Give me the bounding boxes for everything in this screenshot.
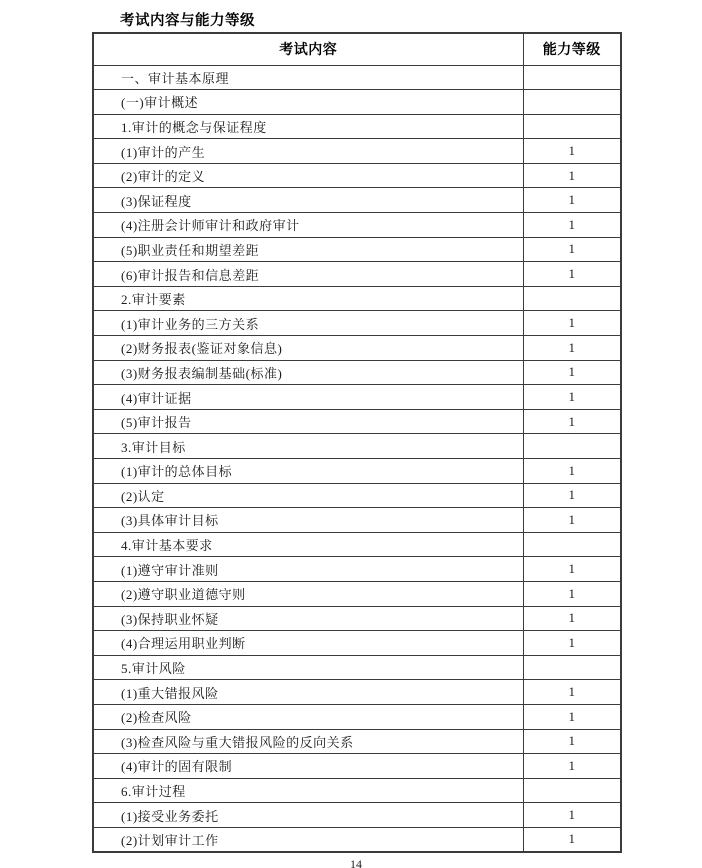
row-content: (4)合理运用职业判断 (93, 631, 523, 656)
column-header-level: 能力等级 (523, 33, 621, 65)
row-content: 3.审计目标 (93, 434, 523, 459)
row-content: (4)审计的固有限制 (93, 754, 523, 779)
row-content: (3)具体审计目标 (93, 508, 523, 533)
row-level: 1 (523, 803, 621, 828)
row-level: 1 (523, 704, 621, 729)
row-content: (4)注册会计师审计和政府审计 (93, 213, 523, 238)
row-level: 1 (523, 409, 621, 434)
row-level: 1 (523, 483, 621, 508)
table-row (93, 606, 621, 631)
table-row (93, 631, 621, 656)
table-row (93, 532, 621, 557)
row-content: (1)审计业务的三方关系 (93, 311, 523, 336)
row-level: 1 (523, 188, 621, 213)
row-content: 6.审计过程 (93, 778, 523, 803)
table-row (93, 434, 621, 459)
table-row (93, 704, 621, 729)
table-row (93, 557, 621, 582)
table-row (93, 237, 621, 262)
row-level: 1 (523, 262, 621, 287)
table-row (93, 188, 621, 213)
page-title: 考试内容与能力等级 (120, 13, 255, 29)
row-level: 1 (523, 336, 621, 361)
row-content: (2)认定 (93, 483, 523, 508)
row-content: (1)审计的总体目标 (93, 459, 523, 484)
page-number: 14 (350, 857, 362, 868)
table-row (93, 827, 621, 852)
row-content: (3)财务报表编制基础(标准) (93, 360, 523, 385)
row-level: 1 (523, 139, 621, 164)
row-level (523, 114, 621, 139)
table-row (93, 90, 621, 115)
table-row (93, 680, 621, 705)
row-content: (3)保证程度 (93, 188, 523, 213)
row-level: 1 (523, 213, 621, 238)
row-content: (2)遵守职业道德守则 (93, 581, 523, 606)
row-content: (3)保持职业怀疑 (93, 606, 523, 631)
table-row (93, 213, 621, 238)
row-content: (2)财务报表(鉴证对象信息) (93, 336, 523, 361)
row-content: (1)接受业务委托 (93, 803, 523, 828)
table-row (93, 360, 621, 385)
row-content: (1)遵守审计准则 (93, 557, 523, 582)
column-header-content: 考试内容 (93, 33, 523, 65)
table-row (93, 409, 621, 434)
table-row (93, 803, 621, 828)
table-body (93, 65, 621, 852)
row-level (523, 434, 621, 459)
table-row (93, 286, 621, 311)
row-level: 1 (523, 360, 621, 385)
table-header (93, 33, 621, 65)
row-content: 1.审计的概念与保证程度 (93, 114, 523, 139)
row-content: (1)审计的产生 (93, 139, 523, 164)
table-row (93, 336, 621, 361)
row-level: 1 (523, 606, 621, 631)
table-row (93, 754, 621, 779)
table-row (93, 483, 621, 508)
row-level: 1 (523, 557, 621, 582)
row-level (523, 286, 621, 311)
row-content: (一)审计概述 (93, 90, 523, 115)
row-level (523, 778, 621, 803)
row-content: 5.审计风险 (93, 655, 523, 680)
table-row (93, 385, 621, 410)
row-level: 1 (523, 680, 621, 705)
row-level: 1 (523, 827, 621, 852)
table-header-row (93, 33, 621, 65)
row-level: 1 (523, 581, 621, 606)
row-content: (2)检查风险 (93, 704, 523, 729)
table-row (93, 262, 621, 287)
row-content: (4)审计证据 (93, 385, 523, 410)
row-content: (2)审计的定义 (93, 163, 523, 188)
row-level: 1 (523, 729, 621, 754)
table-row (93, 311, 621, 336)
row-content: (2)计划审计工作 (93, 827, 523, 852)
table-row (93, 581, 621, 606)
table-row (93, 778, 621, 803)
row-level (523, 65, 621, 90)
row-level: 1 (523, 631, 621, 656)
table-row (93, 508, 621, 533)
row-level: 1 (523, 385, 621, 410)
row-level: 1 (523, 163, 621, 188)
row-content: (5)职业责任和期望差距 (93, 237, 523, 262)
table-row (93, 459, 621, 484)
row-content: (1)重大错报风险 (93, 680, 523, 705)
row-level: 1 (523, 459, 621, 484)
row-level: 1 (523, 311, 621, 336)
table-row (93, 163, 621, 188)
row-level: 1 (523, 754, 621, 779)
row-level (523, 532, 621, 557)
table-row (93, 139, 621, 164)
table-row (93, 65, 621, 90)
syllabus-table (92, 32, 622, 853)
row-level: 1 (523, 508, 621, 533)
row-content: 4.审计基本要求 (93, 532, 523, 557)
row-level (523, 655, 621, 680)
table-row (93, 114, 621, 139)
row-content: 一、审计基本原理 (93, 65, 523, 90)
row-level (523, 90, 621, 115)
row-level: 1 (523, 237, 621, 262)
row-content: (5)审计报告 (93, 409, 523, 434)
table-row (93, 655, 621, 680)
row-content: (3)检查风险与重大错报风险的反向关系 (93, 729, 523, 754)
table-row (93, 729, 621, 754)
row-content: 2.审计要素 (93, 286, 523, 311)
row-content: (6)审计报告和信息差距 (93, 262, 523, 287)
